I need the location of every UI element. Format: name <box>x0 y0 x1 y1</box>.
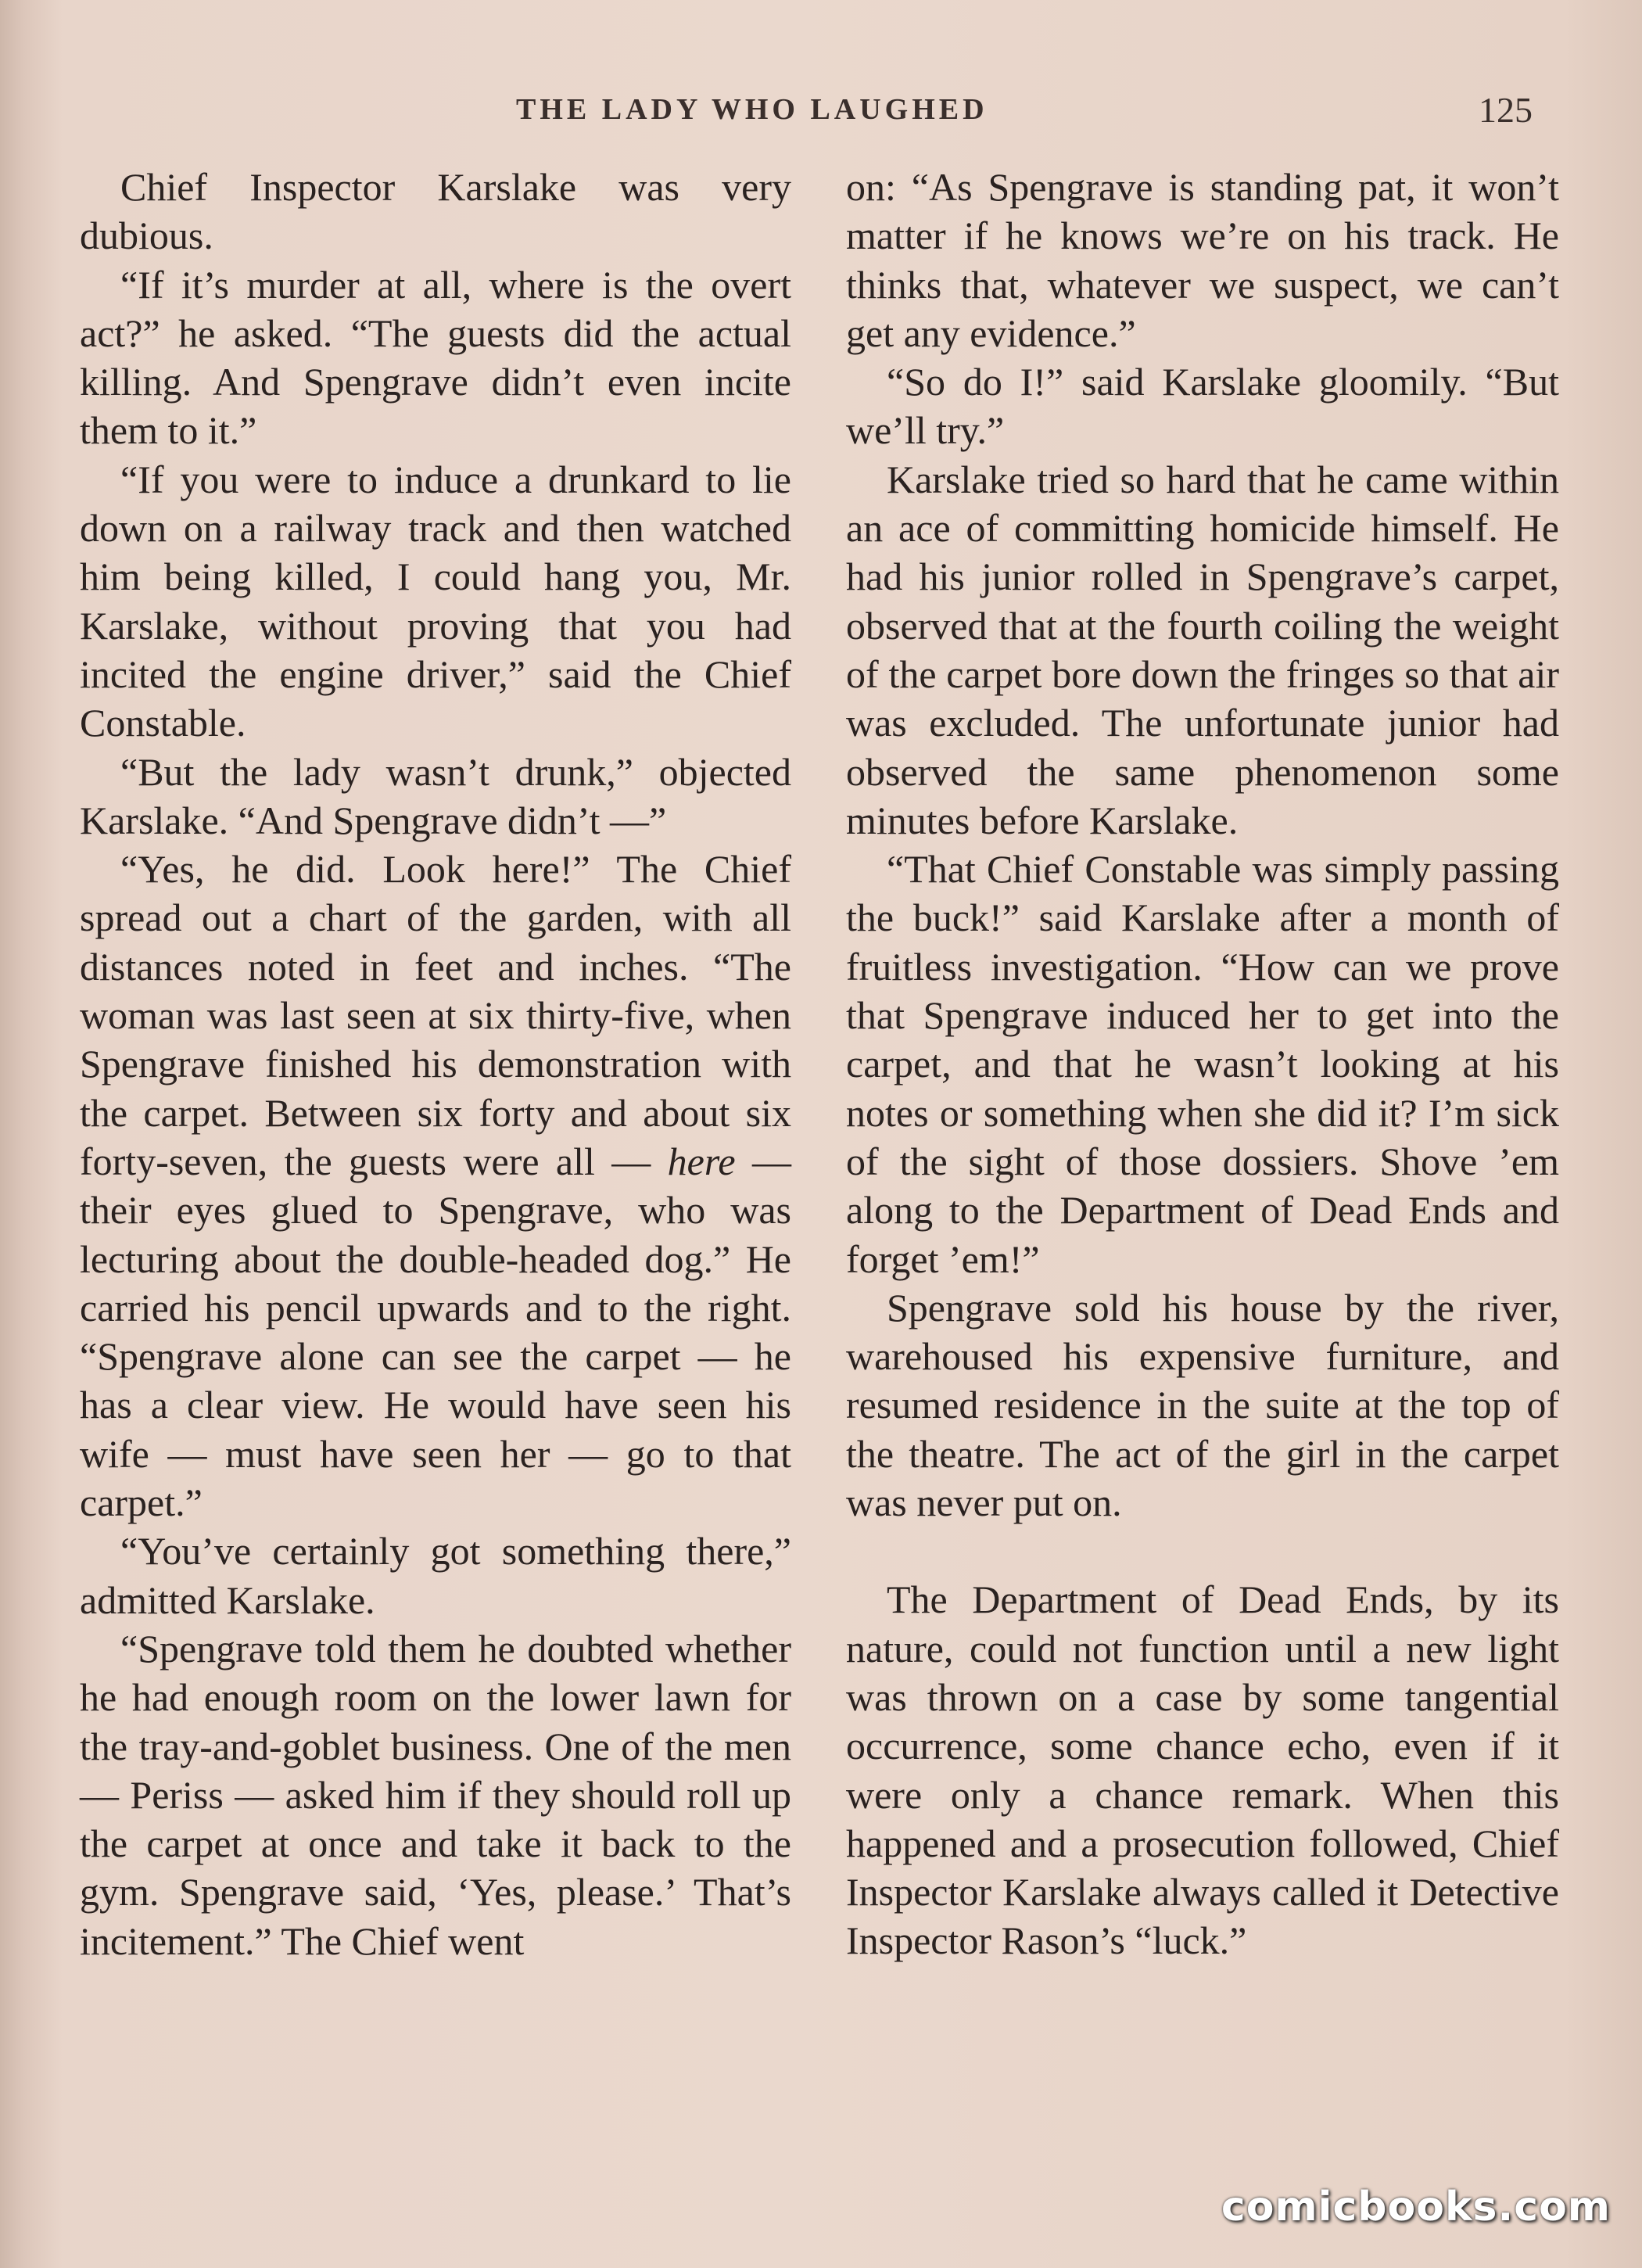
paragraph: Chief Inspector Karslake was very dubious. <box>80 165 791 258</box>
emphasis-here: here <box>667 1139 736 1183</box>
paragraph: Spengrave sold his house by the river, warehoused his expensive furniture, and resumed residence in the suite at the top of the theatre. The act of the girl in the carpet was never put on. <box>846 1285 1559 1525</box>
paragraph-text: “Yes, he did. Look here!” The Chief spread out a chart of the garden, with all distances noted in feet and inches. “The woman was last seen at six thirty-five, when Spengrave finished his demonstration with the carpet. Between six forty and about six forty-seven, the guests were all — <box>80 847 791 1183</box>
paragraph-text: — their eyes glued to Spengrave, who was lecturing about the double-headed dog.” He carried his pencil upwards and to the right. “Spengrave alone can see the carpet — he has a clear view. He would have seen his wife — must have seen her — go to that carpet.” <box>80 1139 792 1525</box>
paragraph <box>80 845 791 1527</box>
paragraph: “Spengrave told them he doubted whether he had enough room on the lower lawn for the tray-and-goblet business. One of the men — Periss — asked him if they should roll up the carpet at once and take it back to the gym. Spengrave said, ‘Yes, please.’ That’s incitement.” The Chief went <box>80 1626 791 1963</box>
paragraph: “If you were to induce a drunkard to lie down on a railway track and then watched him being killed, I could hang you, Mr. Karslake, without proving that you had incited the engine driver,” said the Chief Constable. <box>80 457 791 745</box>
paragraph: “So do I!” said Karslake gloomily. “But we’ll try.” <box>846 360 1559 453</box>
paragraph: “If it’s murder at all, where is the overt act?” he asked. “The guests did the actual killing. And Spengrave didn’t even incite them to it.” <box>80 262 791 453</box>
paragraph: “But the lady wasn’t drunk,” objected Karslake. “And Spengrave didn’t —” <box>80 749 791 842</box>
paragraph: “You’ve certainly got something there,” admitted Karslake. <box>80 1529 791 1622</box>
paragraph: “That Chief Constable was simply passing the buck!” said Karslake after a month of fruitless investigation. “How can we prove that Spengrave induced her to get into the carpet, and that he wasn’t looking at his notes or something when she did it? I’m sick of the sight of those dossiers. Shove ’em along to the Department of Dead Ends and forget ’em!” <box>846 847 1559 1281</box>
page-header <box>516 92 1533 139</box>
watermark: comicbooks.com <box>1221 2184 1611 2230</box>
page-number: 125 <box>1479 90 1533 130</box>
left-column <box>80 163 791 1965</box>
paragraph-continued: on: “As Spengrave is standing pat, it won’t matter if he knows we’re on his track. He thinks that, whatever we suspect, we can’t get any evidence.” <box>846 165 1559 355</box>
right-column <box>846 163 1559 1965</box>
running-title: THE LADY WHO LAUGHED <box>516 93 988 126</box>
paragraph: Karslake tried so hard that he came within an ace of committing homicide himself. He had his junior rolled in Spengrave’s carpet, observed that at the fourth coiling the weight of the carpet bore down the fringes so that air was excluded. The unfortunate junior had observed the same phenomenon some minutes before Karslake. <box>846 457 1559 842</box>
paragraph-section-start: The Department of Dead Ends, by its nature, could not function until a new light was thrown on a case by some tangential occurrence, some chance echo, even if it were only a chance remark. When this happened and a prosecution followed, Chief Inspector Karslake always called it Detective Inspector Rason’s “luck.” <box>846 1577 1559 1963</box>
